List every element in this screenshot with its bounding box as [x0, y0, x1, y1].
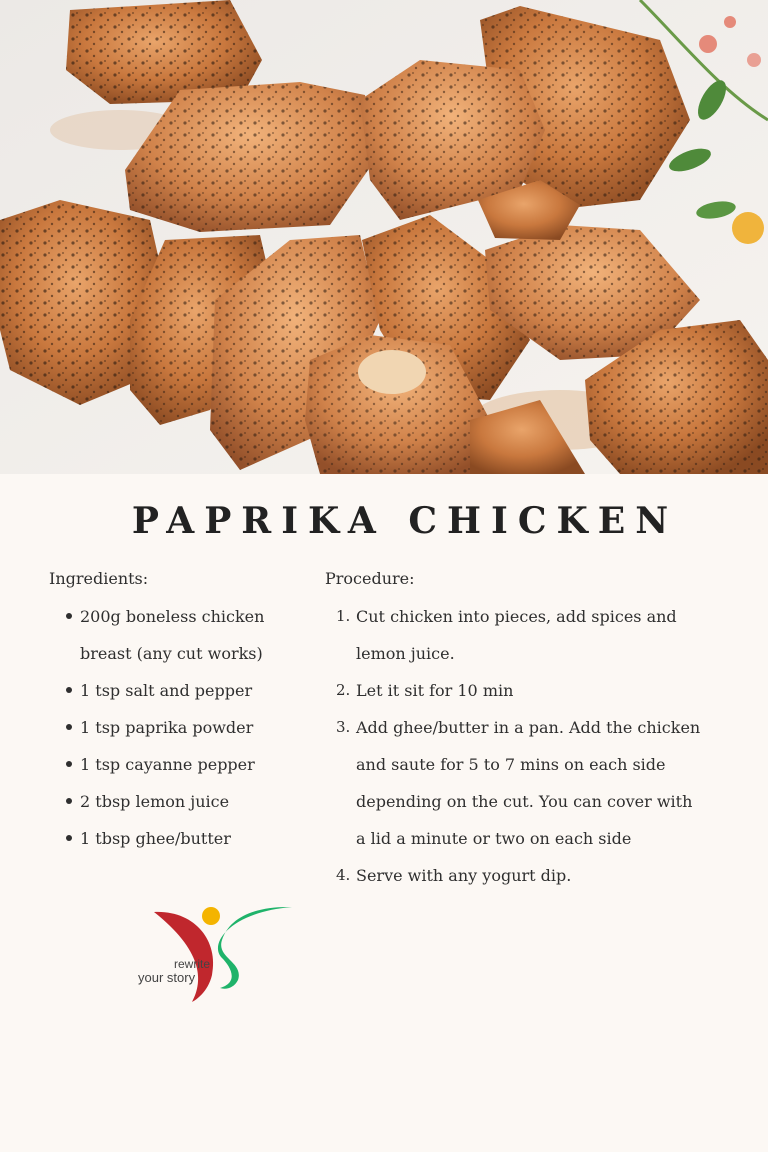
ingredient-item: 1 tsp paprika powder — [62, 709, 292, 746]
step-number: 3. — [336, 718, 351, 736]
step-text: Cut chicken into pieces, add spices and lemon juice. — [356, 607, 677, 663]
ingredients-list — [62, 598, 292, 857]
step-number: 1. — [336, 607, 351, 625]
procedure-step — [336, 672, 706, 709]
step-number: 2. — [336, 681, 351, 699]
ingredient-item: 200g boneless chicken breast (any cut works) — [62, 598, 292, 672]
procedure-step — [336, 709, 706, 857]
procedure-step — [336, 857, 706, 894]
rewrite-your-story-logo — [134, 900, 304, 1010]
step-text: Let it sit for 10 min — [356, 681, 514, 700]
ingredients-heading: Ingredients: — [49, 569, 149, 588]
logo-text-line1: rewrite — [174, 957, 211, 971]
ingredient-item: 1 tsp cayanne pepper — [62, 746, 292, 783]
ingredient-item: 1 tsp salt and pepper — [62, 672, 292, 709]
ingredient-item: 2 tbsp lemon juice — [62, 783, 292, 820]
procedure-list — [336, 598, 706, 894]
step-number: 4. — [336, 866, 351, 884]
chicken-photo — [0, 0, 768, 474]
ingredient-item: 1 tbsp ghee/butter — [62, 820, 292, 857]
procedure-heading: Procedure: — [325, 569, 415, 588]
recipe-title: PAPRIKA CHICKEN — [131, 500, 679, 542]
procedure-step — [336, 598, 706, 672]
step-text: Add ghee/butter in a pan. Add the chicken and saute for 5 to 7 mins on each side depending on the cut. You can cover with a lid a minute or two on each side — [356, 718, 701, 848]
logo-text-line2: your story — [138, 970, 196, 985]
step-text: Serve with any yogurt dip. — [356, 866, 572, 885]
